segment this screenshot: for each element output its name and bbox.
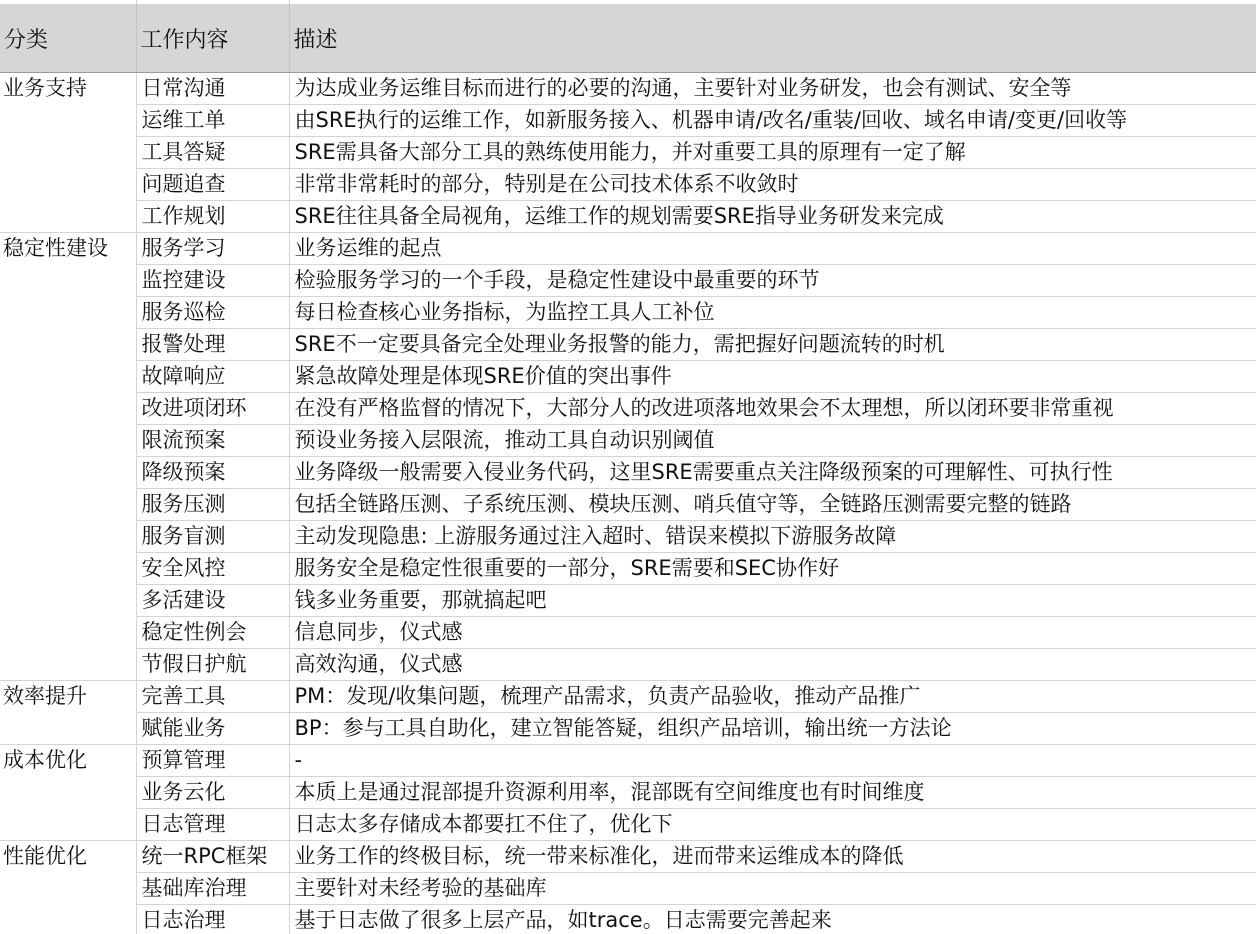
- work-cell[interactable]: 服务巡检: [136, 297, 289, 329]
- table-row: [0, 489, 1256, 521]
- description-cell[interactable]: 信息同步，仪式感: [289, 617, 1256, 649]
- work-cell[interactable]: 预算管理: [136, 745, 289, 777]
- description-cell[interactable]: SRE往往具备全局视角，运维工作的规划需要SRE指导业务研发来完成: [289, 201, 1256, 233]
- category-cell[interactable]: [0, 809, 136, 841]
- work-cell[interactable]: 日志管理: [136, 809, 289, 841]
- work-cell[interactable]: 限流预案: [136, 425, 289, 457]
- category-cell[interactable]: [0, 457, 136, 489]
- work-cell[interactable]: 安全风控: [136, 553, 289, 585]
- header-category[interactable]: 分类: [0, 4, 136, 73]
- table-row: [0, 233, 1256, 265]
- category-cell[interactable]: [0, 489, 136, 521]
- work-cell[interactable]: 稳定性例会: [136, 617, 289, 649]
- category-cell[interactable]: [0, 265, 136, 297]
- category-cell[interactable]: 成本优化: [0, 745, 136, 777]
- work-cell[interactable]: 服务压测: [136, 489, 289, 521]
- category-cell[interactable]: [0, 329, 136, 361]
- work-cell[interactable]: 故障响应: [136, 361, 289, 393]
- header-work[interactable]: 工作内容: [136, 4, 289, 73]
- description-cell[interactable]: SRE需具备大部分工具的熟练使用能力，并对重要工具的原理有一定了解: [289, 137, 1256, 169]
- work-cell[interactable]: 服务学习: [136, 233, 289, 265]
- description-cell[interactable]: 主要针对未经考验的基础库: [289, 873, 1256, 905]
- description-cell[interactable]: 业务降级一般需要入侵业务代码，这里SRE需要重点关注降级预案的可理解性、可执行性: [289, 457, 1256, 489]
- description-cell[interactable]: 本质上是通过混部提升资源利用率，混部既有空间维度也有时间维度: [289, 777, 1256, 809]
- category-cell[interactable]: [0, 521, 136, 553]
- work-cell[interactable]: 赋能业务: [136, 713, 289, 745]
- work-cell[interactable]: 服务盲测: [136, 521, 289, 553]
- description-cell[interactable]: 包括全链路压测、子系统压测、模块压测、哨兵值守等，全链路压测需要完整的链路: [289, 489, 1256, 521]
- work-content-table: [0, 4, 1256, 934]
- table-row: [0, 873, 1256, 905]
- category-cell[interactable]: [0, 553, 136, 585]
- table-row: [0, 361, 1256, 393]
- table-row: [0, 745, 1256, 777]
- category-cell[interactable]: [0, 585, 136, 617]
- description-cell[interactable]: -: [289, 745, 1256, 777]
- table-row: [0, 137, 1256, 169]
- category-cell[interactable]: [0, 201, 136, 233]
- work-cell[interactable]: 工具答疑: [136, 137, 289, 169]
- description-cell[interactable]: 主动发现隐患: 上游服务通过注入超时、错误来模拟下游服务故障: [289, 521, 1256, 553]
- work-cell[interactable]: 改进项闭环: [136, 393, 289, 425]
- category-cell[interactable]: 业务支持: [0, 73, 136, 105]
- table-row: [0, 201, 1256, 233]
- table-row: [0, 905, 1256, 934]
- table-row: [0, 521, 1256, 553]
- category-cell[interactable]: [0, 777, 136, 809]
- table-row: [0, 297, 1256, 329]
- header-description[interactable]: 描述: [289, 4, 1256, 73]
- table-row: [0, 169, 1256, 201]
- description-cell[interactable]: 由SRE执行的运维工作，如新服务接入、机器申请/改名/重装/回收、域名申请/变更/回收等: [289, 105, 1256, 137]
- description-cell[interactable]: 服务安全是稳定性很重要的一部分，SRE需要和SEC协作好: [289, 553, 1256, 585]
- category-cell[interactable]: [0, 393, 136, 425]
- category-cell[interactable]: [0, 425, 136, 457]
- work-cell[interactable]: 工作规划: [136, 201, 289, 233]
- table-row: [0, 681, 1256, 713]
- table-row: [0, 585, 1256, 617]
- description-cell[interactable]: BP：参与工具自助化，建立智能答疑，组织产品培训，输出统一方法论: [289, 713, 1256, 745]
- work-cell[interactable]: 日常沟通: [136, 73, 289, 105]
- category-cell[interactable]: [0, 297, 136, 329]
- table-row: [0, 617, 1256, 649]
- table-row: [0, 777, 1256, 809]
- work-cell[interactable]: 基础库治理: [136, 873, 289, 905]
- category-cell[interactable]: [0, 649, 136, 681]
- table-body: [0, 73, 1256, 934]
- category-cell[interactable]: [0, 905, 136, 934]
- category-cell[interactable]: [0, 713, 136, 745]
- table-row: [0, 393, 1256, 425]
- work-cell[interactable]: 统一RPC框架: [136, 841, 289, 873]
- table-row: [0, 841, 1256, 873]
- category-cell[interactable]: [0, 873, 136, 905]
- description-cell[interactable]: 检验服务学习的一个手段，是稳定性建设中最重要的环节: [289, 265, 1256, 297]
- description-cell[interactable]: 高效沟通，仪式感: [289, 649, 1256, 681]
- table-row: [0, 713, 1256, 745]
- category-cell[interactable]: [0, 137, 136, 169]
- work-cell[interactable]: 完善工具: [136, 681, 289, 713]
- work-cell[interactable]: 日志治理: [136, 905, 289, 934]
- work-cell[interactable]: 降级预案: [136, 457, 289, 489]
- table-row: [0, 329, 1256, 361]
- category-cell[interactable]: 效率提升: [0, 681, 136, 713]
- description-cell[interactable]: SRE不一定要具备完全处理业务报警的能力，需把握好问题流转的时机: [289, 329, 1256, 361]
- description-cell[interactable]: 非常非常耗时的部分，特别是在公司技术体系不收敛时: [289, 169, 1256, 201]
- table-row: [0, 425, 1256, 457]
- work-cell[interactable]: 节假日护航: [136, 649, 289, 681]
- description-cell[interactable]: 基于日志做了很多上层产品，如trace。日志需要完善起来: [289, 905, 1256, 934]
- category-cell[interactable]: 性能优化: [0, 841, 136, 873]
- table-row: [0, 105, 1256, 137]
- work-cell[interactable]: 多活建设: [136, 585, 289, 617]
- category-cell[interactable]: 稳定性建设: [0, 233, 136, 265]
- description-cell[interactable]: 每日检查核心业务指标，为监控工具人工补位: [289, 297, 1256, 329]
- description-cell[interactable]: 业务运维的起点: [289, 233, 1256, 265]
- work-cell[interactable]: 业务云化: [136, 777, 289, 809]
- description-cell[interactable]: 业务工作的终极目标，统一带来标准化，进而带来运维成本的降低: [289, 841, 1256, 873]
- description-cell[interactable]: 日志太多存储成本都要扛不住了，优化下: [289, 809, 1256, 841]
- category-cell[interactable]: [0, 169, 136, 201]
- table-row: [0, 73, 1256, 105]
- description-cell[interactable]: 预设业务接入层限流，推动工具自动识别阈值: [289, 425, 1256, 457]
- description-cell[interactable]: PM：发现/收集问题，梳理产品需求，负责产品验收，推动产品推广: [289, 681, 1256, 713]
- work-cell[interactable]: 运维工单: [136, 105, 289, 137]
- table-row: [0, 457, 1256, 489]
- work-cell[interactable]: 报警处理: [136, 329, 289, 361]
- table-row: [0, 265, 1256, 297]
- description-cell[interactable]: 为达成业务运维目标而进行的必要的沟通，主要针对业务研发，也会有测试、安全等: [289, 73, 1256, 105]
- table-row: [0, 553, 1256, 585]
- table-row: [0, 649, 1256, 681]
- category-cell[interactable]: [0, 617, 136, 649]
- work-cell[interactable]: 监控建设: [136, 265, 289, 297]
- description-cell[interactable]: 在没有严格监督的情况下，大部分人的改进项落地效果会不太理想，所以闭环要非常重视: [289, 393, 1256, 425]
- table-row: [0, 809, 1256, 841]
- description-cell[interactable]: 紧急故障处理是体现SRE价值的突出事件: [289, 361, 1256, 393]
- description-cell[interactable]: 钱多业务重要，那就搞起吧: [289, 585, 1256, 617]
- category-cell[interactable]: [0, 105, 136, 137]
- header-row: [0, 4, 1256, 73]
- category-cell[interactable]: [0, 361, 136, 393]
- work-cell[interactable]: 问题追查: [136, 169, 289, 201]
